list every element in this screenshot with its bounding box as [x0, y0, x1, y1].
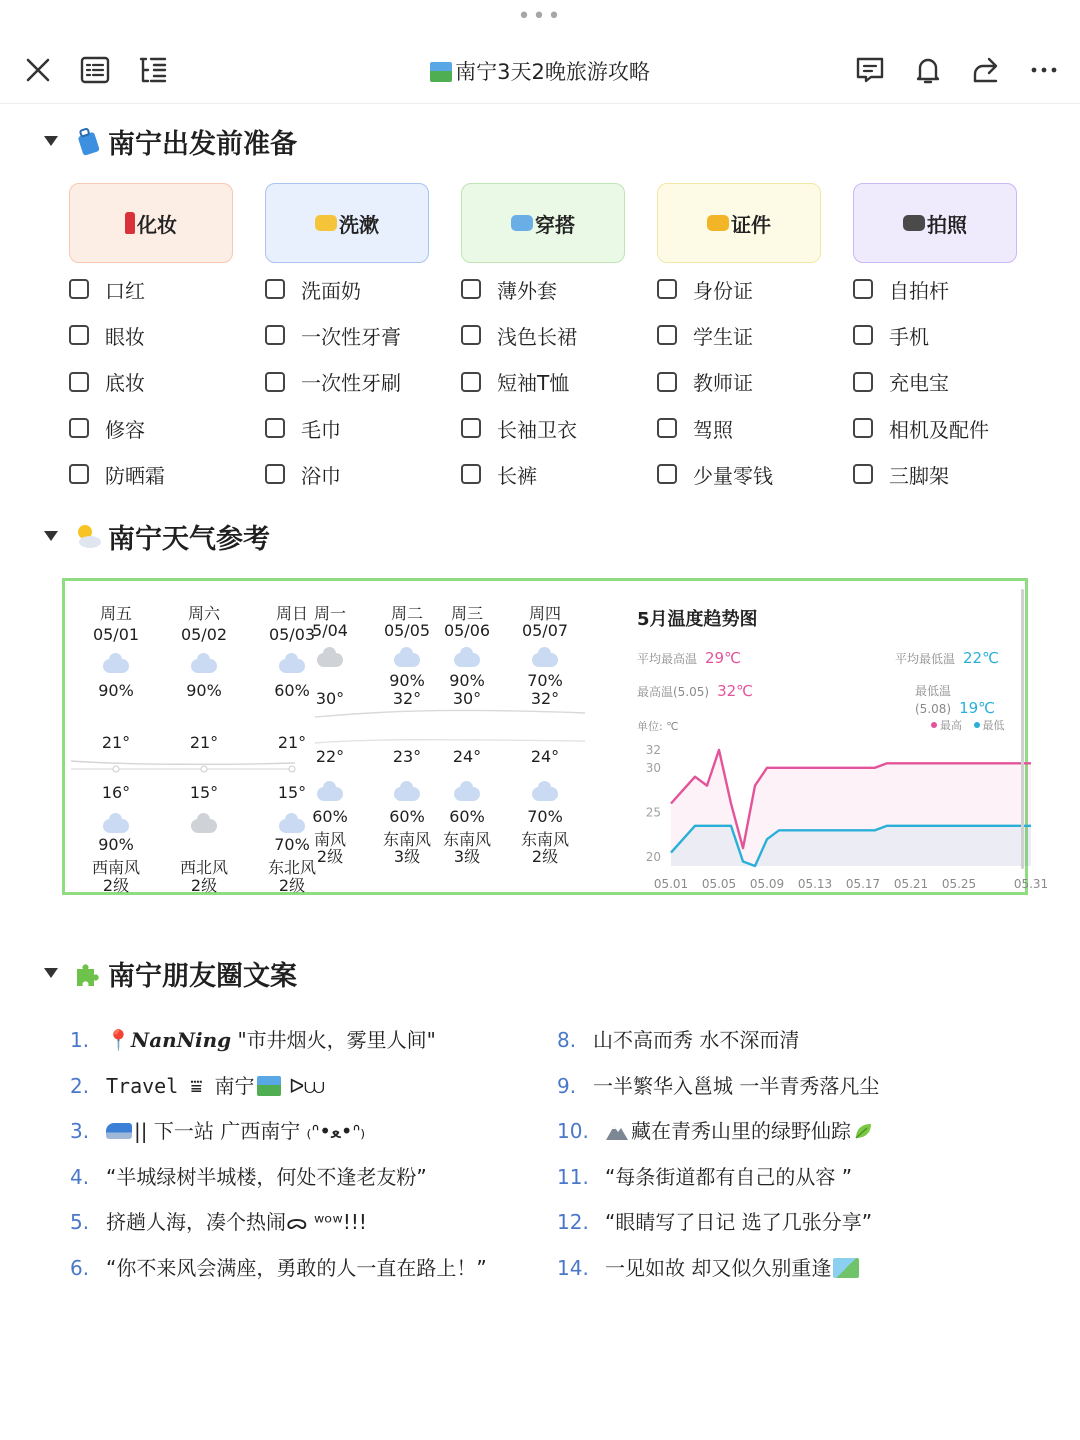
checklist-item-label: 相机及配件: [889, 417, 989, 442]
train-icon: [106, 1123, 132, 1139]
legend-low-dot: [974, 722, 980, 728]
forecast-pct-top: 60%: [274, 681, 310, 700]
forecast-day: 周三: [450, 604, 483, 623]
caption-item-8[interactable]: 8. 山不高而秀 水不深而清: [557, 1028, 800, 1052]
map-icon: [833, 1258, 859, 1278]
checklist-item[interactable]: [657, 451, 773, 497]
checklist-item[interactable]: [461, 451, 577, 497]
checkbox[interactable]: [69, 279, 89, 299]
forecast-pct-bot: 70%: [527, 807, 563, 826]
forecast-low: 22°: [315, 747, 345, 766]
category-emoji-icon: [511, 215, 533, 231]
forecast-point: [201, 766, 207, 772]
section-weather-heading[interactable]: [44, 516, 270, 556]
caption-item-10[interactable]: 10. 藏在青秀山里的绿野仙踪: [557, 1115, 873, 1144]
caption-item-9[interactable]: 9. 一半繁华入邕城 一半青秀落凡尘: [557, 1074, 880, 1098]
checklist-item[interactable]: [69, 405, 165, 451]
forecast-wind2: 3级: [393, 847, 421, 866]
forecast-high: 30°: [452, 689, 482, 708]
checklist-item[interactable]: [853, 359, 989, 405]
forecast-date: 05/03: [268, 625, 316, 644]
forecast-temp-line: [315, 740, 585, 743]
checkbox[interactable]: [853, 279, 873, 299]
checkbox[interactable]: [853, 464, 873, 484]
more-icon[interactable]: [1026, 52, 1062, 88]
forecast-wind1: 西南风: [91, 858, 140, 877]
checklist-column: [265, 266, 401, 497]
category-emoji-icon: [707, 215, 729, 231]
checkbox[interactable]: [265, 279, 285, 299]
forecast-high: 32°: [392, 689, 422, 708]
checklist-item-label: 毛巾: [301, 417, 341, 442]
checkbox[interactable]: [657, 325, 677, 345]
forecast-day: 周六: [187, 604, 220, 623]
x-tick-label: 05.13: [797, 877, 833, 891]
checklist-item[interactable]: [461, 266, 577, 312]
forecast-point: [113, 766, 119, 772]
caption-item-2[interactable]: 2. Travel ⩸ 南宁 ᐅ⩊: [70, 1074, 325, 1098]
forecast-high: 30°: [315, 689, 345, 708]
forecast-wind1: 西北风: [179, 858, 228, 877]
checkbox[interactable]: [657, 464, 677, 484]
forecast-wind1: 南风: [313, 830, 346, 849]
weather-panel: [62, 578, 1049, 895]
checkbox[interactable]: [461, 279, 481, 299]
caption-item-6[interactable]: 6. “你不来风会满座，勇敢的人一直在路上！”: [70, 1256, 487, 1280]
collapse-caret-icon[interactable]: [44, 531, 58, 541]
y-tick-label: 20: [645, 850, 661, 865]
rain-cloud-icon: [394, 787, 420, 801]
x-tick-label: 05.09: [749, 877, 785, 891]
forecast-wind2: 2级: [531, 847, 559, 866]
forecast-date: 5/04: [312, 621, 348, 640]
bell-icon[interactable]: [910, 52, 946, 88]
checkbox[interactable]: [461, 372, 481, 392]
forecast-pct-bot: 60%: [312, 807, 348, 826]
checklist-item-label: 手机: [889, 324, 929, 349]
checklist-item[interactable]: [69, 312, 165, 358]
mountain-icon: [605, 1121, 629, 1141]
forecast-low: 24°: [530, 747, 560, 766]
checklist-item-label: 修容: [105, 417, 145, 442]
comment-icon[interactable]: [852, 52, 888, 88]
section-title: 南宁出发前准备: [108, 128, 297, 160]
checkbox[interactable]: [461, 325, 481, 345]
unit-label: 单位: ℃: [637, 720, 679, 733]
legend-high-dot: [931, 722, 937, 728]
rain-cloud-icon: [532, 787, 558, 801]
x-tick-label: 05.05: [701, 877, 737, 891]
checklist-item-label: 眼妆: [105, 324, 145, 349]
scrollbar[interactable]: [1021, 589, 1024, 869]
avg-high-stat: 平均最高温 29℃: [637, 649, 741, 667]
category-card[interactable]: [853, 183, 1017, 263]
checkbox[interactable]: [853, 325, 873, 345]
forecast-day: 周日: [275, 604, 308, 623]
forecast-pct-bot: 60%: [389, 807, 425, 826]
checkbox[interactable]: [265, 418, 285, 438]
forecast-temp-line: [71, 761, 295, 764]
checklist-item[interactable]: [265, 405, 401, 451]
category-card[interactable]: [265, 183, 429, 263]
caption-item-1[interactable]: 1. 📍NanNing "市井烟火，雾里人间": [70, 1028, 436, 1052]
checkbox[interactable]: [69, 418, 89, 438]
checklist-item-label: 一次性牙膏: [301, 324, 401, 349]
forecast-wind2: 2级: [316, 847, 344, 866]
share-icon[interactable]: [968, 52, 1004, 88]
forecast-temp-line: [315, 710, 585, 717]
caption-item-12[interactable]: 12. “眼睛写了日记 选了几张分享”: [557, 1210, 873, 1234]
leaf-icon: [853, 1121, 873, 1141]
category-card[interactable]: [657, 183, 821, 263]
forecast-wind1: 东南风: [382, 830, 431, 849]
forecast-pct-top: 90%: [449, 671, 485, 690]
caption-item-11[interactable]: 11. “每条街道都有自己的从容 ”: [557, 1165, 853, 1189]
checklist-item[interactable]: [461, 405, 577, 451]
checklist-item-label: 底妆: [105, 371, 145, 396]
forecast-date: 05/05: [383, 621, 431, 640]
y-tick-label: 25: [645, 805, 661, 820]
checklist-item-label: 浅色长裙: [497, 324, 577, 349]
checklist-item-label: 少量零钱: [693, 463, 773, 488]
forecast-day: 周一: [313, 604, 346, 623]
checklist-item-label: 短袖T恤: [497, 371, 570, 396]
forecast-low: 16°: [101, 783, 131, 802]
forecast-pct-top: 70%: [527, 671, 563, 690]
checkbox[interactable]: [657, 279, 677, 299]
caption-item-14[interactable]: 14. 一见如故 却又似久别重逢: [557, 1252, 859, 1281]
category-emoji-icon: [903, 215, 925, 231]
forecast-high: 32°: [530, 689, 560, 708]
rain-cloud-icon: [191, 659, 217, 673]
checklist-item[interactable]: [657, 405, 773, 451]
checklist-item-label: 薄外套: [497, 278, 557, 303]
category-label: 拍照: [927, 212, 967, 237]
forecast-wind1: 东南风: [442, 830, 491, 849]
checklist-item[interactable]: [657, 266, 773, 312]
checklist-item-label: 一次性牙刷: [301, 371, 401, 396]
cloudy-icon: [191, 819, 217, 833]
forecast-wind2: 2级: [278, 876, 306, 895]
forecast-pct-bot: 60%: [449, 807, 485, 826]
series-area-low: [671, 826, 1031, 866]
forecast-pct-top: 90%: [389, 671, 425, 690]
checklist-column: [461, 266, 577, 497]
section-captions-heading[interactable]: [44, 953, 297, 993]
checklist-item-label: 教师证: [693, 371, 753, 396]
checklist-item-label: 长袖卫衣: [497, 417, 577, 442]
rain-cloud-icon: [454, 787, 480, 801]
checklist-item[interactable]: [69, 266, 165, 312]
checklist-item-label: 身份证: [693, 278, 753, 303]
collapse-caret-icon[interactable]: [44, 968, 58, 978]
chart-title: 5月温度趋势图: [637, 609, 758, 630]
checkbox[interactable]: [265, 372, 285, 392]
checkbox[interactable]: [69, 464, 89, 484]
caption-item-3[interactable]: 3. || 下一站 广西南宁 ₍ᐢ•ﻌ•ᐢ₎: [70, 1119, 366, 1143]
checklist-item-label: 洗面奶: [301, 278, 361, 303]
x-tick-label: 05.17: [845, 877, 881, 891]
document-title: 南宁3天2晚旅游攻略: [0, 56, 1080, 86]
rain-cloud-icon: [317, 787, 343, 801]
max-temp-stat: 最高温(5.05) 32℃: [637, 682, 754, 700]
cloudy-icon: [317, 653, 343, 667]
forecast-wind1: 东南风: [520, 830, 569, 849]
checkbox[interactable]: [69, 325, 89, 345]
forecast-day: 周二: [390, 604, 423, 623]
rain-cloud-icon: [394, 653, 420, 667]
checklist-item-label: 口红: [105, 278, 145, 303]
forecast-high: 21°: [101, 733, 131, 752]
forecast-low: 15°: [277, 783, 307, 802]
checklist-item[interactable]: [853, 405, 989, 451]
y-tick-label: 30: [645, 760, 661, 775]
category-label: 化妆: [137, 212, 177, 237]
checklist-item-label: 自拍杆: [889, 278, 949, 303]
forecast-pct-bot: 70%: [274, 835, 310, 854]
forecast-date: 05/06: [443, 621, 491, 640]
rain-cloud-icon: [532, 653, 558, 667]
forecast-pct-top: 90%: [98, 681, 134, 700]
category-label: 洗漱: [339, 212, 379, 237]
checklist-item-label: 充电宝: [889, 371, 949, 396]
checklist-item[interactable]: [265, 359, 401, 405]
checklist-item[interactable]: [265, 312, 401, 358]
checklist-item-label: 驾照: [693, 417, 733, 442]
forecast-date: 05/07: [521, 621, 569, 640]
x-tick-label: 05.25: [941, 877, 977, 891]
forecast-wind2: 2级: [190, 876, 218, 895]
forecast-day: 周五: [99, 604, 132, 623]
min-temp-stat: 最低温(5.08) 19℃: [915, 684, 996, 717]
section-title: 南宁天气参考: [108, 523, 270, 555]
landscape-icon: [430, 62, 452, 82]
checklist-column: [657, 266, 773, 497]
forecast-wind2: 3级: [453, 847, 481, 866]
puzzle-icon: [72, 957, 104, 989]
checklist-item[interactable]: [265, 451, 401, 497]
category-label: 穿搭: [535, 212, 575, 237]
forecast-wind1: 东北风: [267, 858, 316, 877]
checklist-column: [69, 266, 165, 497]
forecast-day: 周四: [528, 604, 561, 623]
rain-cloud-icon: [454, 653, 480, 667]
checkbox[interactable]: [657, 372, 677, 392]
checkbox[interactable]: [69, 372, 89, 392]
checklist-item[interactable]: [657, 359, 773, 405]
rain-cloud-icon: [279, 659, 305, 673]
checklist-item[interactable]: [461, 359, 577, 405]
rain-cloud-icon: [103, 659, 129, 673]
checklist-column: [853, 266, 989, 497]
category-emoji-icon: [125, 212, 135, 234]
checklist-item-label: 三脚架: [889, 463, 949, 488]
category-card[interactable]: [69, 183, 233, 263]
luggage-icon: [72, 125, 104, 157]
checkbox[interactable]: [853, 372, 873, 392]
category-emoji-icon: [315, 215, 337, 231]
forecast-low: 24°: [452, 747, 482, 766]
checklist-item[interactable]: [853, 266, 989, 312]
checklist-item[interactable]: [69, 359, 165, 405]
caption-item-4[interactable]: 4. “半城绿树半城楼，何处不逢老友粉”: [70, 1165, 427, 1189]
checkbox[interactable]: [265, 464, 285, 484]
checkbox[interactable]: [461, 418, 481, 438]
legend-high-label: 最高: [940, 719, 962, 732]
forecast-date: 05/01: [92, 625, 140, 644]
x-tick-label: 05.01: [653, 877, 689, 891]
forecast-pct-bot: 90%: [98, 835, 134, 854]
x-tick-label: 05.31: [1013, 877, 1049, 891]
checklist-item[interactable]: [69, 451, 165, 497]
category-label: 证件: [731, 212, 771, 237]
checkbox[interactable]: [853, 418, 873, 438]
forecast-date: 05/02: [180, 625, 228, 644]
checklist-item[interactable]: [265, 266, 401, 312]
checklist-item-label: 学生证: [693, 324, 753, 349]
caption-item-5[interactable]: 5. 挤趟人海，凑个热闹ᯅ ʷᵒʷ!!!: [70, 1210, 367, 1234]
checklist-item[interactable]: [853, 312, 989, 358]
x-tick-label: 05.21: [893, 877, 929, 891]
legend-low-label: 最低: [982, 719, 1005, 732]
y-tick-label: 32: [645, 742, 661, 757]
checkbox[interactable]: [461, 464, 481, 484]
checkbox[interactable]: [265, 325, 285, 345]
forecast-wind2: 2级: [102, 876, 130, 895]
avg-low-stat: 平均最低温 22℃: [895, 649, 999, 667]
drag-handle[interactable]: •••: [517, 4, 563, 29]
forecast-high: 21°: [277, 733, 307, 752]
landscape-icon: [257, 1076, 281, 1096]
checkbox[interactable]: [657, 418, 677, 438]
checklist-item-label: 长裤: [497, 463, 537, 488]
forecast-pct-top: 90%: [186, 681, 222, 700]
may-temperature-chart: [631, 731, 1049, 891]
section-prep-heading[interactable]: [44, 121, 297, 161]
forecast-high: 21°: [189, 733, 219, 752]
forecast-low: 23°: [392, 747, 422, 766]
forecast-low: 15°: [189, 783, 219, 802]
checklist-item[interactable]: [461, 312, 577, 358]
collapse-caret-icon[interactable]: [44, 136, 58, 146]
checklist-item-label: 浴巾: [301, 463, 341, 488]
sun-cloud-icon: [72, 520, 104, 552]
checklist-item[interactable]: [853, 451, 989, 497]
checklist-item[interactable]: [657, 312, 773, 358]
category-card[interactable]: [461, 183, 625, 263]
section-title: 南宁朋友圈文案: [108, 960, 297, 992]
forecast-point: [289, 766, 295, 772]
rain-cloud-icon: [103, 819, 129, 833]
checklist-item-label: 防晒霜: [105, 463, 165, 488]
top-bar: [0, 38, 1080, 104]
